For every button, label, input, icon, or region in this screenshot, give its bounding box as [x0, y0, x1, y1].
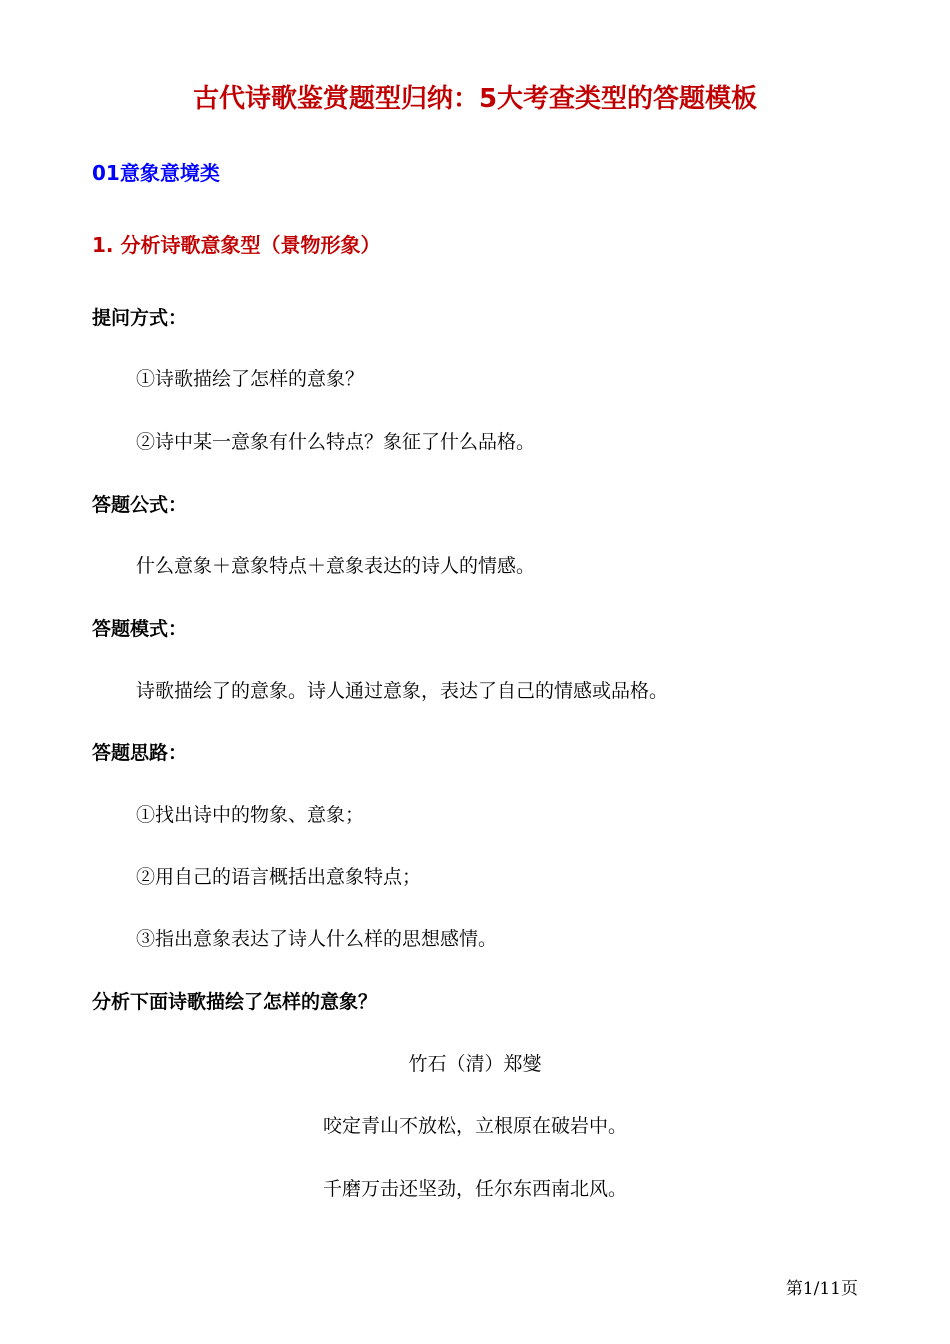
approach-item-3: ③指出意象表达了诗人什么样的思想感情。 [136, 928, 498, 950]
ask-item-2: ②诗中某一意象有什么特点？象征了什么品格。 [136, 431, 536, 453]
pattern-text: 诗歌描绘了的意象。诗人通过意象，表达了自己的情感或品格。 [136, 680, 669, 702]
subsection-heading: 1. 分析诗歌意象型（景物形象） [92, 233, 381, 257]
section-heading: 01意象意境类 [92, 161, 220, 185]
approach-item-2: ②用自己的语言概括出意象特点； [136, 866, 422, 888]
formula-text: 什么意象＋意象特点＋意象表达的诗人的情感。 [136, 555, 536, 577]
document-title: 古代诗歌鉴赏题型归纳：5大考查类型的答题模板 [192, 84, 758, 114]
approach-item-1: ①找出诗中的物象、意象； [136, 804, 365, 826]
ask-label: 提问方式： [92, 307, 188, 329]
formula-label: 答题公式： [92, 494, 188, 516]
poem-heading: 竹石（清）郑燮 [408, 1053, 542, 1075]
approach-label: 答题思路： [92, 742, 188, 764]
pattern-label: 答题模式： [92, 618, 188, 640]
poem-line-1: 咬定青山不放松，立根原在破岩中。 [322, 1115, 627, 1137]
question-text: 分析下面诗歌描绘了怎样的意象？ [92, 991, 378, 1013]
page-number: 第1/11页 [785, 1279, 858, 1299]
poem-line-2: 千磨万击还坚劲，任尔东西南北风。 [322, 1178, 627, 1200]
ask-item-1: ①诗歌描绘了怎样的意象？ [136, 368, 365, 390]
